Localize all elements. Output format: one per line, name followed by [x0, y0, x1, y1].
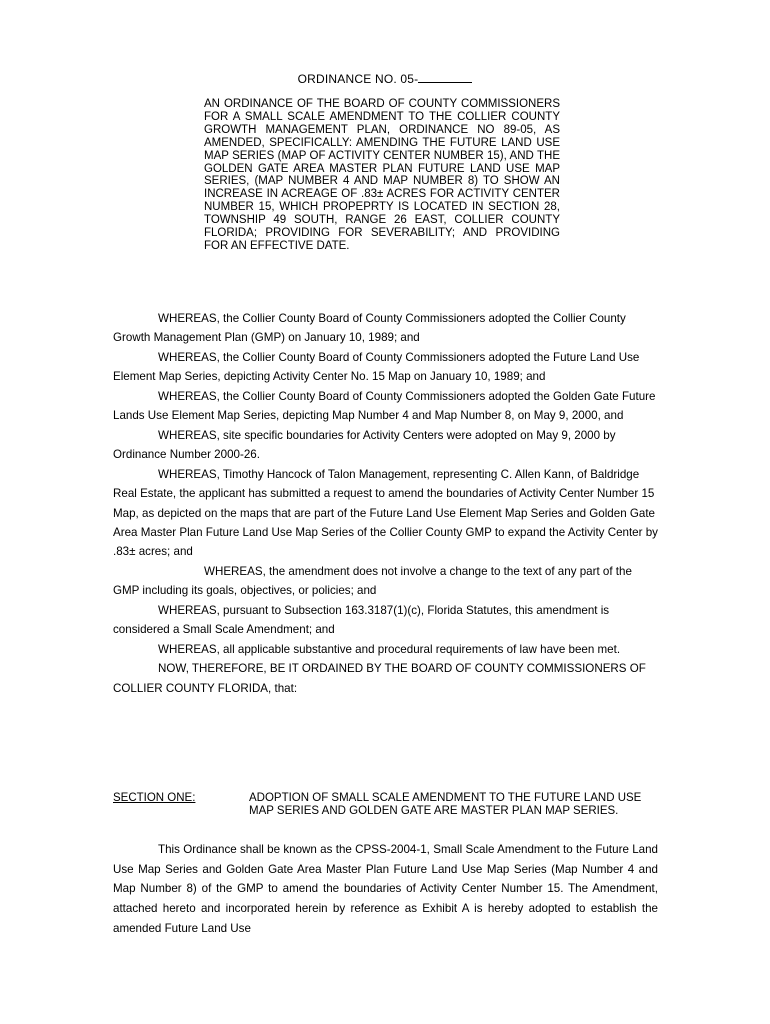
enacting-clause: NOW, THEREFORE, BE IT ORDAINED BY THE BOARD OF COUNTY COMMISSIONERS OF COLLIER COUNTY FLORIDA, that: — [113, 662, 646, 695]
section-one-body — [113, 840, 658, 939]
ordinance-title — [0, 72, 770, 86]
recital-paragraph: WHEREAS, the Collier County Board of County Commissioners adopted the Future Land Use Element Map Series, depicting Activity Center No. 15 Map on January 10, 1989; and — [113, 350, 640, 384]
caption-text: AN ORDINANCE OF THE BOARD OF COUNTY COMMISSIONERS FOR A SMALL SCALE AMENDMENT TO THE COLLIER COUNTY GROWTH MANAGEMENT PLAN, ORDINANCE NO 89-05, AS AMENDED, SPECIFICALLY: AMENDING THE FUTURE LAND USE MAP SERIES (MAP OF ACTIVITY CENTER NUMBER 15), AND THE GOLDEN GATE AREA MASTER PLAN FUTURE LAND USE MAP SERIES, (MAP NUMBER 4 AND MAP NUMBER 8) TO SHOW AN INCREASE IN ACREAGE OF .83± ACRES FOR ACTIVITY CENTER NUMBER 15, WHICH PROPEPRTY IS LOCATED IN SECTION 28, TOWNSHIP 49 SOUTH, RANGE 26 EAST, COLLIER COUNTY FLORIDA; PROVIDING FOR SEVERABILITY; AND PROVIDING FOR AN EFFECTIVE DATE. — [204, 98, 560, 252]
recital-paragraph: WHEREAS, the amendment does not involve a change to the text of any part of the GMP including its goals, objectives, or policies; and — [113, 564, 632, 598]
recital-paragraph: WHEREAS, the Collier County Board of County Commissioners adopted the Collier County Growth Management Plan (GMP) on January 10, 1989; and — [113, 312, 626, 345]
recital-paragraph: WHEREAS, site specific boundaries for Activity Centers were adopted on May 9, 2000 by Ordinance Number 2000-26. — [113, 428, 616, 462]
ordinance-number-blank — [418, 72, 472, 83]
recital-paragraph: WHEREAS, pursuant to Subsection 163.3187(1)(c), Florida Statutes, this amendment is considered a Small Scale Amendment; and — [113, 603, 610, 637]
recital-paragraph: WHEREAS, the Collier County Board of County Commissioners adopted the Golden Gate Future Lands Use Element Map Series, depicting Map Number 4 and Map Number 8, on May 9, 2000, and — [113, 389, 656, 423]
recital-paragraph: WHEREAS, all applicable substantive and procedural requirements of law have been met. — [158, 642, 621, 656]
recitals-block — [113, 309, 658, 698]
ordinance-number-label: ORDINANCE NO. 05- — [297, 72, 419, 86]
section-one-label: SECTION ONE: — [113, 792, 196, 804]
recital-paragraph: WHEREAS, Timothy Hancock of Talon Management, representing C. Allen Kann, of Baldridge Real Estate, the applicant has submitted a request to amend the boundaries of Activity Center Number 15 Map, as depicted on the maps that are part of the Future Land Use Element Map Series and Golden Gate Area Master Plan Future Land Use Map Series of the Collier County GMP to expand the Activity Center by .83± acres; and — [113, 467, 658, 559]
section-one-title: ADOPTION OF SMALL SCALE AMENDMENT TO THE FUTURE LAND USE MAP SERIES AND GOLDEN GATE ARE MASTER PLAN MAP SERIES. — [249, 792, 642, 817]
ordinance-caption — [204, 98, 560, 253]
section-one-paragraph: This Ordinance shall be known as the CPSS-2004-1, Small Scale Amendment to the Future Land Use Map Series and Golden Gate Area Master Plan Future Land Use Map Series (Map Number 4 and Map Number 8) of the GMP to amend the boundaries of Activity Center Number 15. The Amendment, attached hereto and incorporated herein by reference as Exhibit A is hereby adopted to establish the amended Future Land Use — [113, 843, 658, 935]
